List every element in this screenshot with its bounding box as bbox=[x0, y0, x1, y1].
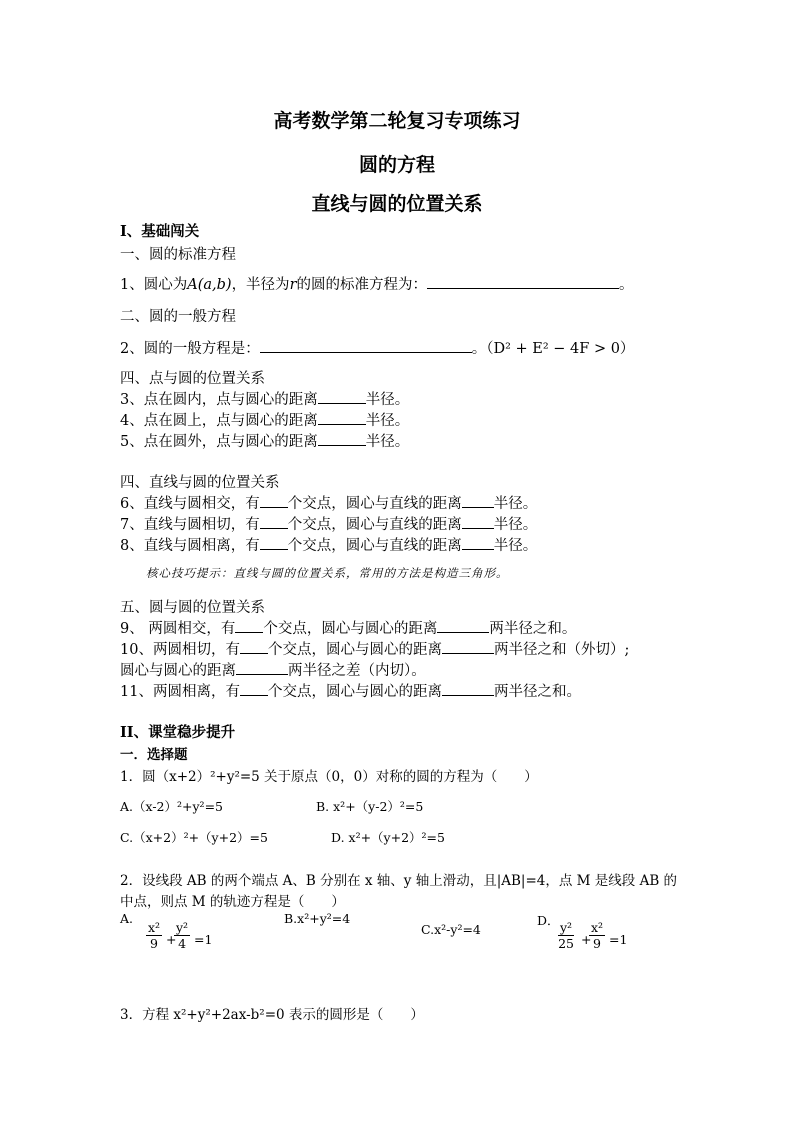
question-11: 11、两圆相离，有 个交点，圆心与圆心的距离 两半径之和。 bbox=[120, 680, 581, 701]
plus-sign: + bbox=[581, 932, 592, 947]
page-title: 高考数学第二轮复习专项练习 bbox=[273, 110, 521, 132]
section5-heading: 五、圆与圆的位置关系 bbox=[120, 600, 265, 616]
answer-blank[interactable] bbox=[260, 514, 288, 529]
question-3: 3、点在圆内，点与圆心的距离 半径。 bbox=[120, 388, 409, 409]
question-8: 8、直线与圆相离，有 个交点，圆心与直线的距离 半径。 bbox=[120, 534, 537, 555]
answer-blank[interactable] bbox=[240, 681, 268, 696]
part2-heading: II、课堂稳步提升 bbox=[120, 724, 236, 741]
subtitle-line-circle: 直线与圆的位置关系 bbox=[311, 193, 483, 215]
answer-blank[interactable] bbox=[260, 338, 472, 353]
answer-blank[interactable] bbox=[260, 493, 288, 508]
question-1: 1、圆心为A(a,b)，半径为r的圆的标准方程为： 。 bbox=[120, 273, 634, 294]
problem-3: 3．方程 x²+y²+2ax-b²=0 表示的圆形是（ ） bbox=[120, 1007, 424, 1023]
problem-2-line1: 2．设线段 AB 的两个端点 A、B 分别在 x 轴、y 轴上滑动，且|AB|=4，点 M 是线段 AB 的 bbox=[120, 873, 678, 889]
section4-heading: 四、直线与圆的位置关系 bbox=[120, 475, 280, 491]
answer-blank[interactable] bbox=[235, 618, 263, 633]
question-10: 10、两圆相切，有 个交点，圆心与圆心的距离 两半径之和（外切）; bbox=[120, 638, 629, 659]
problem-1: 1．圆（x+2）²+y²=5 关于原点（0，0）对称的圆的方程为（ ） bbox=[120, 769, 538, 785]
problem-2-option-a-label[interactable]: A. bbox=[120, 911, 134, 926]
answer-blank[interactable] bbox=[318, 431, 366, 446]
question-9: 9、 两圆相交，有 个交点，圆心与圆心的距离 两半径之和。 bbox=[120, 617, 576, 638]
question-5: 5、点在圆外，点与圆心的距离 半径。 bbox=[120, 430, 409, 451]
plus-sign: + bbox=[166, 932, 177, 947]
problem-2-option-d-label[interactable]: D． bbox=[537, 913, 560, 928]
subtitle-circle-equation: 圆的方程 bbox=[358, 154, 435, 176]
answer-blank[interactable] bbox=[442, 681, 494, 696]
question-6: 6、直线与圆相交，有 个交点，圆心与直线的距离 半径。 bbox=[120, 492, 537, 513]
problem-2-line2: 中点，则点 M 的轨迹方程是（ ） bbox=[120, 894, 345, 910]
answer-blank[interactable] bbox=[260, 535, 288, 550]
problem-1-option-a[interactable]: A.（x-2）²+y²=5 bbox=[120, 799, 223, 814]
problem-1-option-c[interactable]: C.（x+2）²+（y+2）=5 bbox=[120, 830, 268, 845]
answer-blank[interactable] bbox=[427, 274, 619, 289]
answer-blank[interactable] bbox=[318, 389, 366, 404]
section2-heading: 二、圆的一般方程 bbox=[120, 309, 236, 325]
answer-blank[interactable] bbox=[462, 514, 494, 529]
part1-heading: I、基础闯关 bbox=[120, 223, 200, 240]
answer-blank[interactable] bbox=[437, 618, 489, 633]
fraction-y2-over-4: $\frac{\text{y²}}{4}$ bbox=[176, 920, 189, 951]
question-10-cont: 圆心与圆心的距离 两半径之差（内切）。 bbox=[120, 659, 426, 680]
problem-1-option-b[interactable]: B. x²+（y-2）²=5 bbox=[316, 799, 424, 814]
answer-blank[interactable] bbox=[442, 639, 494, 654]
choice-section-heading: 一．选择题 bbox=[120, 747, 188, 763]
answer-blank[interactable] bbox=[240, 639, 268, 654]
question-4: 4、点在圆上，点与圆心的距离 半径。 bbox=[120, 409, 409, 430]
answer-blank[interactable] bbox=[462, 535, 494, 550]
section1-heading: 一、圆的标准方程 bbox=[120, 247, 236, 263]
answer-blank[interactable] bbox=[236, 660, 288, 675]
problem-1-option-d[interactable]: D. x²+（y+2）²=5 bbox=[331, 830, 445, 845]
answer-blank[interactable] bbox=[318, 410, 366, 425]
core-tip: 核心技巧提示：直线与圆的位置关系，常用的方法是构造三角形。 bbox=[146, 566, 509, 580]
problem-2-option-b[interactable]: B.x²+y²=4 bbox=[284, 911, 351, 926]
fraction-x2-over-9: $\frac{\text{x²}}{9}$ bbox=[591, 920, 604, 951]
question-2: 2、圆的一般方程是： 。（D² + E² − 4F > 0） bbox=[120, 337, 634, 358]
equals-one: =1 bbox=[194, 932, 213, 947]
answer-blank[interactable] bbox=[462, 493, 494, 508]
problem-2-option-c[interactable]: C.x²-y²=4 bbox=[421, 922, 481, 937]
fraction-y2-over-25: $\frac{\text{y²}}{25}$ bbox=[558, 920, 574, 951]
equals-one: =1 bbox=[609, 932, 628, 947]
fraction-x2-over-9: $\frac{\text{x²}}{9}$ bbox=[148, 920, 161, 951]
section3-heading: 四、点与圆的位置关系 bbox=[120, 371, 265, 387]
question-7: 7、直线与圆相切，有 个交点，圆心与直线的距离 半径。 bbox=[120, 513, 537, 534]
